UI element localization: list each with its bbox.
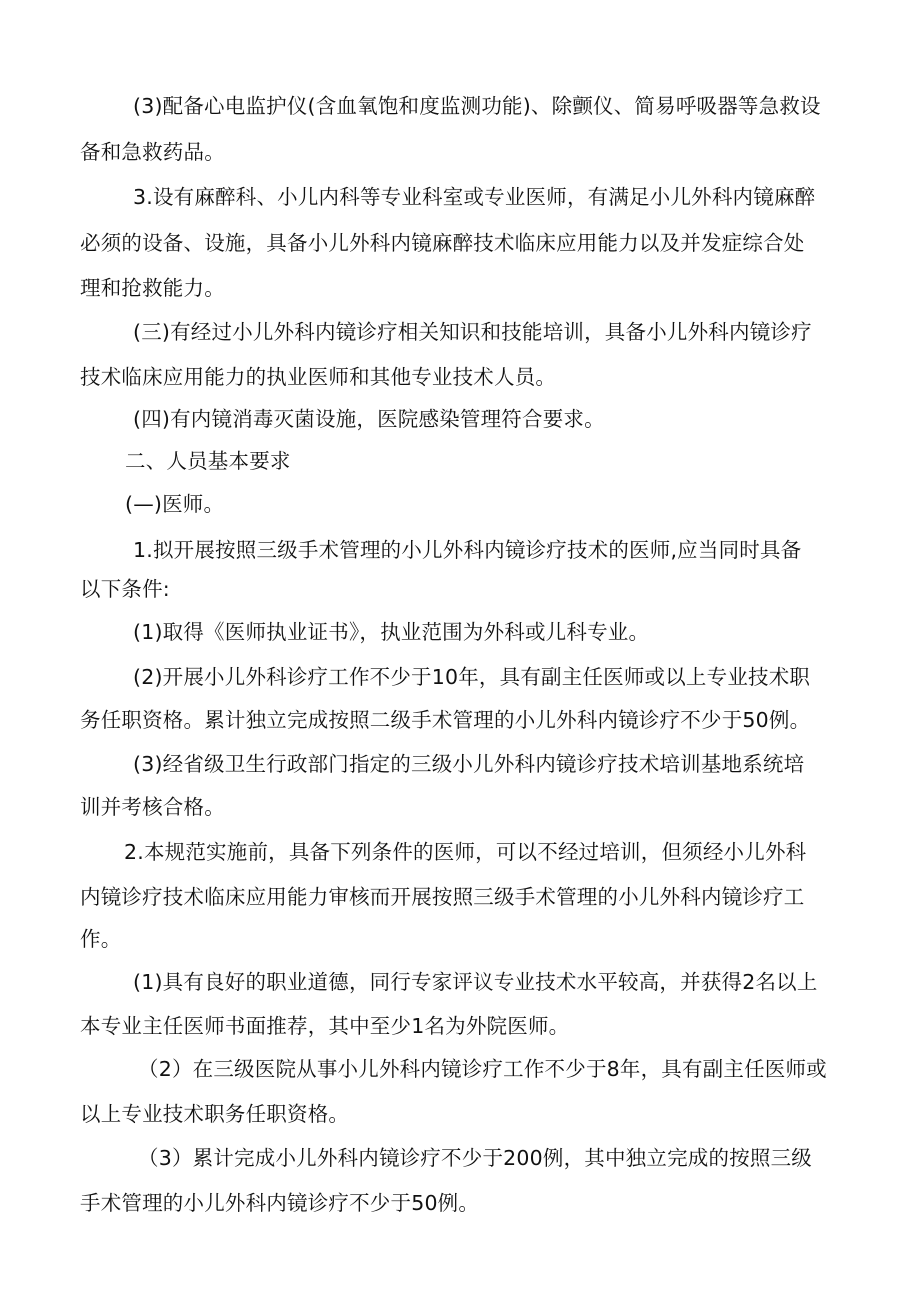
text-line: （3）累计完成小儿外科内镜诊疗不少于200例，其中独立完成的按照三级 bbox=[138, 1146, 812, 1170]
subsection-heading: (—)医师。 bbox=[125, 492, 225, 516]
text-line: 技术临床应用能力的执业医师和其他专业技术人员。 bbox=[80, 365, 557, 389]
text-line: 必须的设备、设施，具备小儿外科内镜麻醉技术临床应用能力以及并发症综合处 bbox=[80, 231, 805, 255]
text-line: 3.设有麻醉科、小儿内科等专业科室或专业医师，有满足小儿外科内镜麻醉 bbox=[133, 185, 816, 209]
text-line: 作。 bbox=[80, 927, 122, 951]
text-line: 备和急救药品。 bbox=[80, 140, 225, 164]
text-line: (3)配备心电监护仪(含血氧饱和度监测功能)、除颤仪、简易呼吸器等急救设 bbox=[133, 94, 821, 118]
text-line: (四)有内镜消毒灭菌设施，医院感染管理符合要求。 bbox=[133, 407, 605, 431]
text-line: (2)开展小儿外科诊疗工作不少于10年，具有副主任医师或以上专业技术职 bbox=[133, 665, 811, 689]
text-line: 2.本规范实施前，具备下列条件的医师，可以不经过培训，但须经小儿外科 bbox=[124, 840, 807, 864]
text-line: 务任职资格。累计独立完成按照二级手术管理的小儿外科内镜诊疗不少于50例。 bbox=[80, 708, 811, 732]
text-line: 以下条件: bbox=[80, 577, 170, 601]
text-line: 1.拟开展按照三级手术管理的小儿外科内镜诊疗技术的医师,应当同时具备 bbox=[133, 538, 802, 562]
text-line: 手术管理的小儿外科内镜诊疗不少于50例。 bbox=[80, 1191, 480, 1215]
text-line: （2）在三级医院从事小儿外科内镜诊疗工作不少于8年，具有副主任医师或 bbox=[138, 1057, 827, 1081]
text-line: 本专业主任医师书面推荐，其中至少1名为外院医师。 bbox=[80, 1014, 570, 1038]
text-line: (三)有经过小儿外科内镜诊疗相关知识和技能培训，具备小儿外科内镜诊疗 bbox=[133, 320, 812, 344]
text-line: (3)经省级卫生行政部门指定的三级小儿外科内镜诊疗技术培训基地系统培 bbox=[133, 752, 805, 776]
text-line: (1)具有良好的职业道德，同行专家评议专业技术水平较高，并获得2名以上 bbox=[133, 970, 818, 994]
text-line: 内镜诊疗技术临床应用能力审核而开展按照三级手术管理的小儿外科内镜诊疗工 bbox=[80, 885, 805, 909]
text-line: 以上专业技术职务任职资格。 bbox=[80, 1102, 350, 1126]
section-heading: 二、人员基本要求 bbox=[125, 449, 291, 473]
text-line: (1)取得《医师执业证书》，执业范围为外科或儿科专业。 bbox=[133, 620, 650, 644]
text-line: 训并考核合格。 bbox=[80, 795, 225, 819]
text-line: 理和抢救能力。 bbox=[80, 276, 225, 300]
